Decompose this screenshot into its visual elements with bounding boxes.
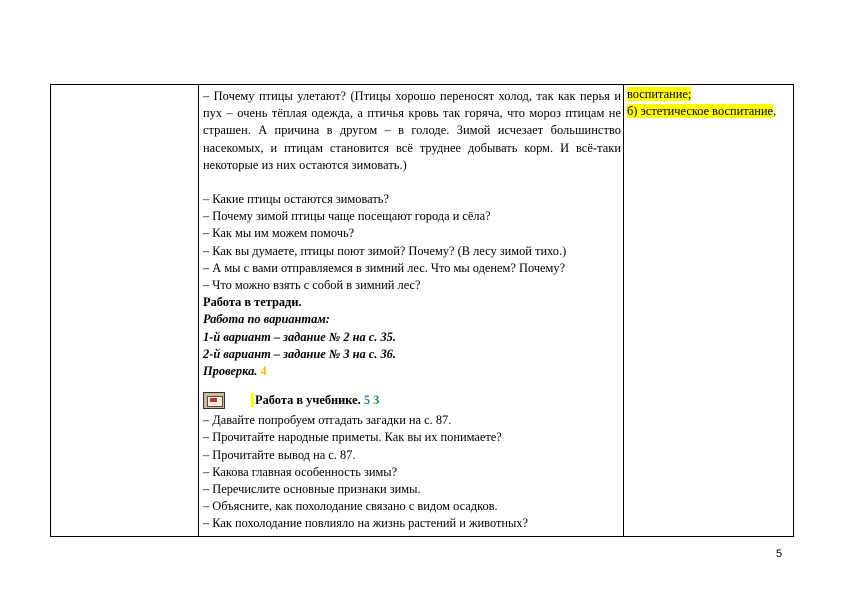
lesson-content-cell xyxy=(203,88,621,533)
textbook-number-1: 5 xyxy=(363,392,371,407)
question-item: – А мы с вами отправляемся в зимний лес. Что мы оденем? Почему? xyxy=(203,260,566,275)
textbook-item: – Перечислите основные признаки зимы. xyxy=(203,482,421,497)
textbook-item: – Какова главная особенность зимы? xyxy=(203,464,398,479)
lesson-table xyxy=(50,84,794,537)
textbook-item: – Как похолодание повлияло на жизнь растений и животных? xyxy=(203,516,529,531)
textbook-number-2: 3 xyxy=(373,392,380,407)
goals-cell xyxy=(627,86,793,120)
textbook-item: – Прочитайте народные приметы. Как вы их понимаете? xyxy=(203,430,502,445)
check-number: 4 xyxy=(260,364,267,379)
highlight-marker xyxy=(251,393,254,407)
variants-heading: Работа по вариантам: xyxy=(203,312,330,327)
column-divider-2 xyxy=(623,85,624,536)
question-item: – Какие птицы остаются зимовать? xyxy=(203,192,389,207)
variant-1: 1-й вариант – задание № 2 на с. 35. xyxy=(203,329,396,344)
page-number: 5 xyxy=(776,548,783,560)
question-item: – Что можно взять с собой в зимний лес? xyxy=(203,278,421,293)
textbook-item: – Давайте попробуем отгадать загадки на с. 87. xyxy=(203,413,452,428)
textbook-icon xyxy=(203,392,225,409)
variant-2: 2-й вариант – задание № 3 на с. 36. xyxy=(203,346,396,361)
question-item: – Как мы им можем помочь? xyxy=(203,226,355,241)
goal-line-2-comma: , xyxy=(773,104,777,119)
question-item: – Как вы думаете, птицы поют зимой? Почему? (В лесу зимой тихо.) xyxy=(203,243,567,258)
check-label: Проверка. xyxy=(203,364,258,379)
notebook-heading: Работа в тетради. xyxy=(203,295,302,310)
textbook-item: – Прочитайте вывод на с. 87. xyxy=(203,447,356,462)
textbook-item: – Объясните, как похолодание связано с видом осадков. xyxy=(203,499,498,514)
goal-line-1: воспитание; xyxy=(627,87,692,101)
check-line xyxy=(203,363,621,380)
intro-paragraph: – Почему птицы улетают? (Птицы хорошо переносят холод, так как перья и пух – очень тёплая одежда, а птичья кровь так горяча, что мороз птицам не страшен. А причина в другом – в голоде. Зимой исчезает большинство насекомых, и птицам становится всё труднее добывать корм. И всё-таки некоторые из них остаются зимовать.) xyxy=(203,89,621,172)
column-divider-1 xyxy=(198,85,199,536)
goal-line-2: б) эстетическое воспитание xyxy=(627,104,774,119)
question-item: – Почему зимой птицы чаще посещают города и сёла? xyxy=(203,209,491,224)
textbook-heading-row xyxy=(203,388,621,412)
textbook-heading: Работа в учебнике. xyxy=(255,392,361,407)
